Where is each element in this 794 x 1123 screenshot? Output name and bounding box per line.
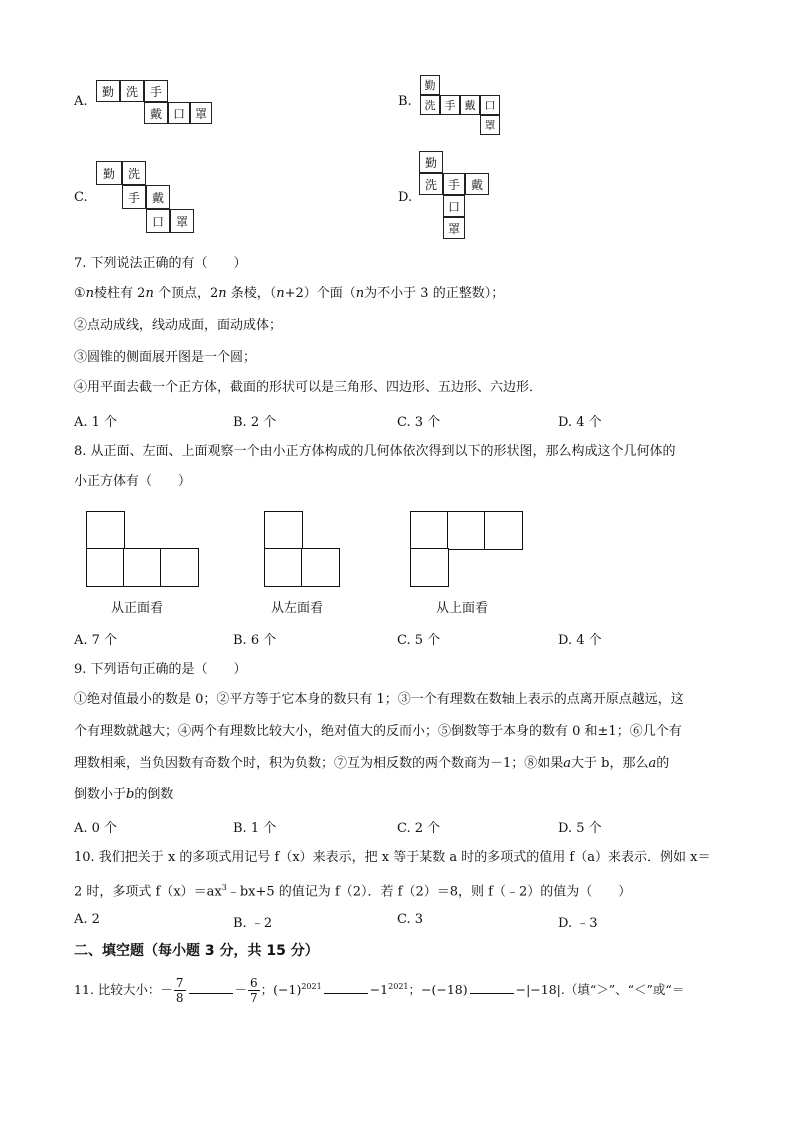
net-cell: 勤	[419, 151, 443, 173]
q9-option-d: D. 5 个	[558, 821, 602, 836]
q7-option-b: B. 2 个	[233, 415, 277, 430]
net-cell: 罩	[170, 209, 194, 233]
net-cell: 戴	[146, 185, 170, 209]
q9-line-4: 倒数小于b的倒数	[74, 787, 174, 802]
q6-option-a-letter: A.	[74, 94, 88, 109]
q10-option-d: D. ﹣3	[558, 916, 598, 931]
q8-caption-top: 从上面看	[436, 601, 489, 616]
net-cell: 手	[440, 95, 460, 115]
q11-fraction-2: $\frac{6}{7}$	[250, 976, 258, 1006]
q6-option-c-letter: C.	[74, 190, 88, 205]
q10-line-1: 10. 我们把关于 x 的多项式用记号 f（x）来表示，把 x 等于某数 a 时的多项式的值用 f（a）来表示．例如 x＝	[74, 850, 711, 865]
net-cell: 勤	[420, 75, 440, 95]
q9-option-a: A. 0 个	[74, 821, 118, 836]
net-cell: 罩	[190, 102, 212, 124]
q9-option-b: B. 1 个	[233, 821, 277, 836]
net-cell: 手	[144, 80, 168, 102]
q8-option-d: D. 4 个	[558, 633, 602, 648]
q11-blank-1[interactable]	[189, 981, 233, 994]
q9-line-3: 理数相乘，当负因数有奇数个时，积为负数；⑦互为相反数的两个数商为－1；⑧如果a大于 b，那么a的	[74, 756, 670, 771]
net-cell: 罩	[443, 217, 465, 239]
net-cell: 勤	[96, 161, 122, 185]
net-cell: 戴	[465, 173, 489, 195]
question-11: 11. 比较大小：－ $\frac{7}{8}$ － $\frac{6}{7}$ ；$(-1)^{2021} -1^{2021}$；−(−18) −|−18|.（填“＞”、“＜”或“＝	[74, 976, 685, 1006]
net-cell: 口	[480, 95, 500, 115]
q7-stem: 7. 下列说法正确的有（ ）	[74, 256, 247, 271]
net-cell: 口	[168, 102, 190, 124]
q9-stem: 9. 下列语句正确的是（ ）	[74, 662, 247, 677]
q8-stem-line-2: 小正方体有（ ）	[74, 474, 192, 489]
q6-option-d-letter: D.	[398, 190, 413, 205]
q7-item-2: ②点动成线，线动成面，面动成体；	[74, 318, 283, 333]
q8-caption-left: 从左面看	[271, 601, 324, 616]
q10-option-c: C. 3	[397, 912, 424, 927]
q8-option-b: B. 6 个	[233, 633, 277, 648]
net-cell: 口	[146, 209, 170, 233]
q10-option-b: B. ﹣2	[233, 916, 273, 931]
q11-blank-2[interactable]	[324, 981, 368, 994]
q9-line-2: 个有理数就越大；④两个有理数比较大小，绝对值大的反而小；⑤倒数等于本身的数有 0 和±1；⑥几个有	[74, 724, 682, 739]
q11-blank-3[interactable]	[470, 981, 514, 994]
q7-option-c: C. 3 个	[397, 415, 441, 430]
section-2-title: 二、填空题（每小题 3 分，共 15 分）	[74, 943, 319, 959]
q7-option-d: D. 4 个	[558, 415, 602, 430]
q11-fraction-1: $\frac{7}{8}$	[175, 976, 184, 1006]
q9-line-1: ①绝对值最小的数是 0；②平方等于它本身的数只有 1；③一个有理数在数轴上表示的点离开原点越远，这	[74, 692, 684, 707]
q7-item-3: ③圆锥的侧面展开图是一个圆；	[74, 350, 257, 365]
net-cell: 手	[443, 173, 465, 195]
net-cell: 洗	[122, 161, 146, 185]
net-cell: 勤	[96, 80, 120, 102]
net-cell: 戴	[460, 95, 480, 115]
net-cell: 洗	[419, 173, 443, 195]
q10-option-a: A. 2	[74, 912, 100, 927]
q6-option-b-letter: B.	[398, 94, 412, 109]
net-cell: 口	[443, 195, 465, 217]
q7-option-a: A. 1 个	[74, 415, 118, 430]
q8-caption-front: 从正面看	[111, 601, 164, 616]
q7-item-4: ④用平面去截一个正方体，截面的形状可以是三角形、四边形、五边形、六边形．	[74, 380, 543, 395]
net-cell: 手	[122, 185, 146, 209]
net-cell: 戴	[144, 102, 168, 124]
q8-option-a: A. 7 个	[74, 633, 118, 648]
q10-line-2: 2 时，多项式 $f(x)=ax^3﹣bx+5$ 的值记为 f（2）．若 f（2）＝8，则 f（﹣2）的值为（ ）	[74, 883, 632, 900]
net-cell: 罩	[480, 115, 500, 135]
q8-stem-line-1: 8. 从正面、左面、上面观察一个由小正方体构成的几何体依次得到以下的形状图，那么构成这个几何体的	[74, 444, 676, 459]
q8-option-c: C. 5 个	[397, 633, 441, 648]
q7-item-1: ①n棱柱有 2n 个顶点，2n 条棱，（n+2）个面（n为不小于 3 的正整数）；	[74, 286, 505, 301]
net-cell: 洗	[120, 80, 144, 102]
net-cell: 洗	[420, 95, 440, 115]
q9-option-c: C. 2 个	[397, 821, 441, 836]
